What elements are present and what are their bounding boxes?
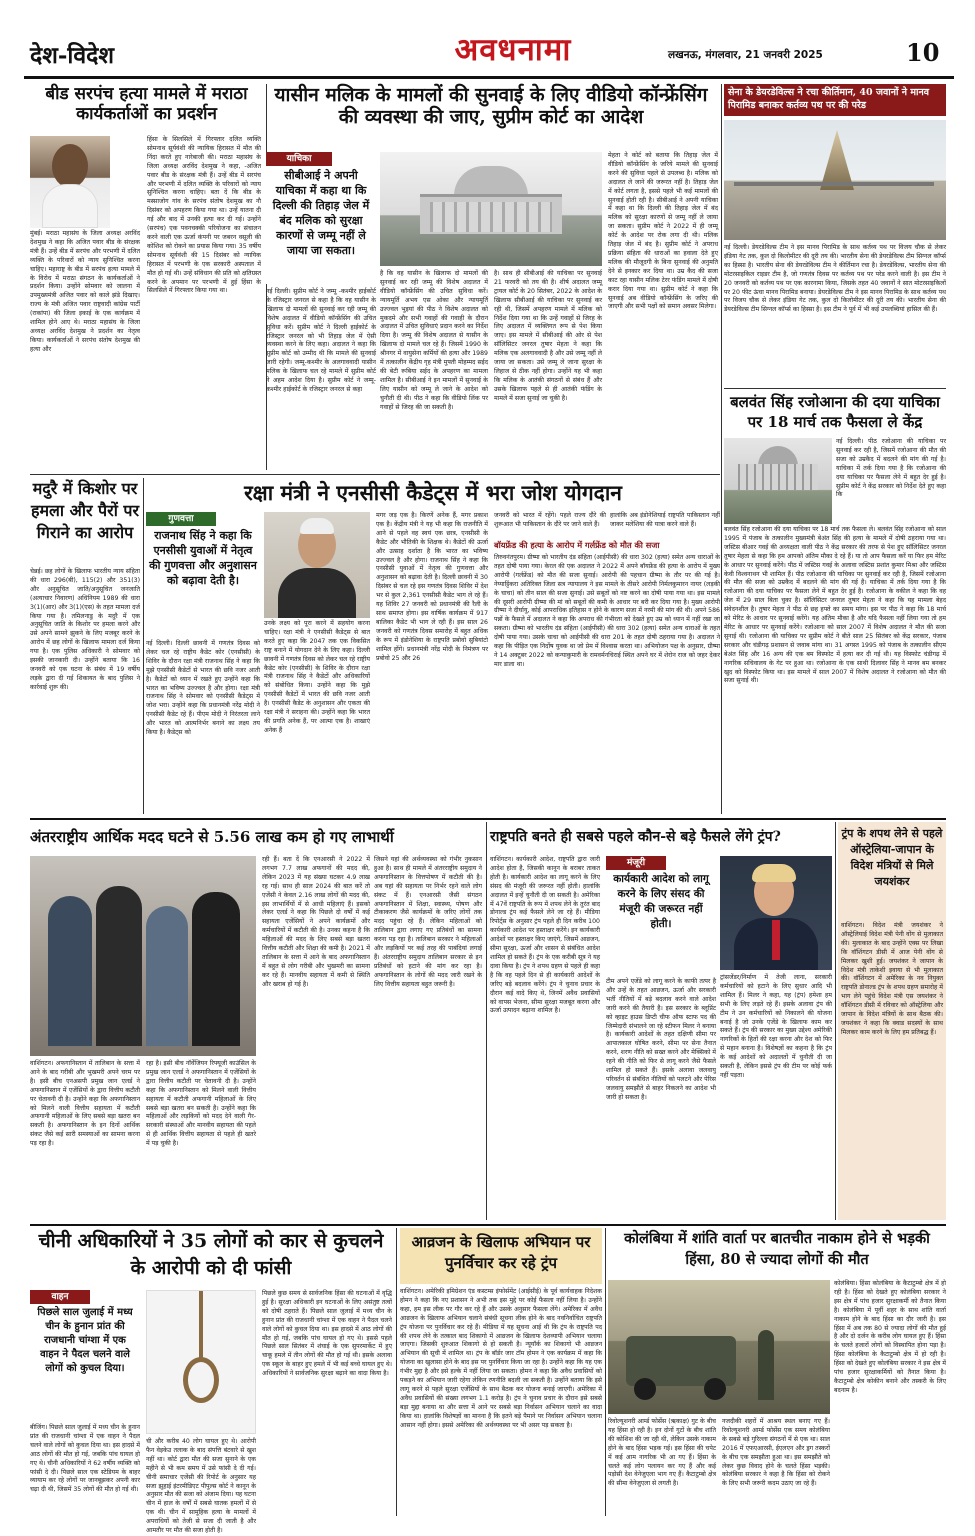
body-col3: पिछले कुछ समय से सार्वजनिक हिंसा की घटनाओं में वृद्धि हुई है। सुरक्षा अधिकारी इन घटनाओं के लिए असंतुष्ट तत्वों को दोषी ठहराते हैं। पिछले साल जुलाई में मध्य चीन के हुनान प्रांत की राजधानी चांग्शा में एक वाहन ने पैदल चलने वाले लोगों को कुचल दिया था। इस हादसे में आठ लोगों की मौत हो गई, जबकि पांच घायल हो गए थे। इससे पहले पिछले साल सितंबर में शंघाई के एक सुपरमार्केट में हुए चाकू हमले में तीन लोगों की मौत हो गई थी। इसके अलावा एक स्कूल के बाहर हुए हमले में भी कई बच्चे घायल हुए थे। अधिकारियों ने सार्वजनिक सुरक्षा बढ़ाने का वादा किया है। [262,1290,393,1378]
body: नई दिल्ली। डेयरडेविल्स टीम ने इस मानव पिरामिड के साथ कर्तव्य पथ पर विजय चौक से लेकर इंडिया गेट तक, कुल दो किलोमीटर की दूरी तय की। भारतीय सेना की डेयरडेविल्स टीम सिग्नल कॉर्प्स का हिस्सा है। भारतीय सेना की डेयरडेविल्स टीम ने कीर्तिमान रचा है। डेयरडेविल्स, भारतीय सेना की मोटरसाइकिल राइडर टीम है, जो गणतंत्र दिवस पर कर्तव्य पथ पर परेड करने वाली है। इस टीम ने 20 जनवरी को कर्तव्य पथ पर एक कारनामा किया, जिसके तहत 40 जवानों ने सात मोटरसाइकिलों पर 20 फीट ऊंचा मानव पिरामिड बनाया। डेयरडेविल्स टीम ने इस मानव पिरामिड के साथ कर्तव्य पथ पर विजय चौक से लेकर इंडिया गेट तक, कुल दो किलोमीटर की दूरी तय की। भारतीय सेना की डेयरडेविल्स टीम सिग्नल कॉर्प्स का हिस्सा है। इस टीम ने पूर्व में भी कई उपलब्धियां हासिल की हैं। [724,244,946,314]
article-afghan-aid [30,822,482,1220]
photo-rajnath [264,512,370,618]
pull-quote [30,1290,140,1420]
masthead [0,0,975,76]
logo-text: अवधनामा [454,32,572,68]
body-col1: रिवोल्यूशनरी आर्म्ड फोर्सेस (ऋकाक्ष) गुट के बीच यह हिंसा हो रही है। इन दोनों गुटों के बीच शांति की कोशिश की जा रही थी, लेकिन उसके नाकाम होने के बाद हिंसा भड़क गई। इस हिंसा की चपेट में कई आम नागरिक भी आ गए हैं। हिंसा के चलते कई लोग पलायन कर गए हैं और कई पड़ोसी देश वेनेजुएला भाग गए हैं। कैटाटुम्बो क्षेत्र की सीमा वेनेजुएला से लगती है। [608,1418,716,1488]
headline: चीनी अधिकारियों ने 35 लोगों को कार से कुचलने के आरोपी को दी फांसी [38,1230,384,1279]
article-china-execution [30,1228,393,1535]
divider [721,84,722,814]
body-col1: मुंबई। मराठा महासंघ के जिला अध्यक्ष अरविंद देशमुख ने कहा कि अजित पवार बीड के संरक्षक मंत्री हैं। उन्हें बीड में सरपंच और परभणी में दलित व्यक्ति के परिवारों को न्याय सुनिश्चित करना चाहिए। महाराष्ट्र के बीड में सरपंच हत्या मामले में के विरोध में मराठा संगठन के कार्यकर्ताओं ने प्रदर्शन किया। उन्होंने सोमवार को जालना में उपमुख्यमंत्री अजित पवार को काले झंडे दिखाए। राज्य के मंत्री अजित पवार राष्ट्रवादी कांग्रेस पार्टी (राकांपा) की जिला इकाई के एक कार्यक्रम में शामिल होने आए थे। मराठा महासंघ के जिला अध्यक्ष अरविंद देशमुख ने प्रदर्शन का नेतृत्व किया। कार्यकर्ताओं ने सरपंच संतोष देशमुख की हत्या और [30,230,140,353]
article-beed [30,84,263,470]
body: चेन्नई। छह लोगों के खिलाफ भारतीय न्याय संहिता की धारा 296(बी), 115(2) और 351(3) और अनुसूचित जाति/अनुसूचित जनजाति (अत्याचार निवारण) अधिनियम 1989 की धारा 3(1)(आर) और 3(1)(एस) के तहत मामला दर्ज किया गया है। तमिलनाडु के मदुरै में एक अनुसूचित जाति के किशोर पर हमला करने और उसे अपने सामने झुकने के लिए मजबूर करने के आरोप में छह लोगों के खिलाफ मामला दर्ज किया गया है। एक पुलिस अधिकारी ने सोमवार को इसकी जानकारी दी। उन्होंने बताया कि 16 जनवरी को एक घटना के संबंध में 19 वर्षीय लड़के द्वारा दी गई शिकायत के बाद पुलिस ने कार्रवाई शुरू की। [30,568,140,691]
body-col1: बीजिंग। पिछले साल जुलाई में मध्य चीन के हुनान प्रांत की राजधानी चांग्शा में एक वाहन ने पैदल चलने वाले लोगों को कुचल दिया था। इस हादसे में आठ लोगों की मौत हो गई, जबकि पांच घायल हो गए थे। चीनी अधिकारियों ने 62 वर्षीय व्यक्ति को फांसी दे दी। पिछले साल एक स्टेडियम के बाहर व्यायाम कर रहे लोगों पर जानबूझकर अपनी कार चढ़ा दी थी, जिसमें 35 लोगों की मौत हो गई थी। [30,1424,140,1494]
pull-quote [606,856,716,974]
headline: ट्रंप के शपथ लेने से पहले ऑस्ट्रेलिया-जापान के विदेश मंत्रियों से मिले जयशंकर [841,827,943,888]
body-col2: उनके लक्ष्य को पूरा करने में सहयोग करना चाहिए। रक्षा मंत्री ने एनसीसी कैडेट्स से बात करते हुए कहा कि 2047 तक एक विकसित राष्ट्र बनाने में योगदान देने के लिए कहा। दिल्ली छावनी में गणतंत्र दिवस को लेकर चल रहे राष्ट्रीय कैडेट कोर (एनसीसी) के शिविर के दौरान रक्षा मंत्री राजनाथ सिंह ने कैडेटों और अधिकारियों को संबोधित किया। उन्होंने कहा कि मुझे एनसीसी कैडेटों में भारत की छवि नजर आती है। एनसीसी कैडेट के अनुशासन और एकता की रक्षा मंत्री ने सराहना की। उन्होंने कहा कि भारत की प्रगति अनेक हैं, पर आत्मा एक है। शाखाएं अनेक हैं [264,620,370,734]
headline: यासीन मलिक के मामलों की सुनवाई के लिए वीडियो कॉन्फ्रेंसिंग की व्यवस्था की जाए, सुप्रीम कोर्ट का आदेश [274,84,708,129]
dateline: लखनऊ, मंगलवार, 21 जनवरी 2025 [668,49,823,61]
quote-text: राजनाथ सिंह ने कहा कि एनसीसी युवाओं में नेतृत्व की गुणवत्ता और अनुशासन को बढ़ावा देती है। [149,529,257,587]
body-col1: नई दिल्ली। दिल्ली छावनी में गणतंत्र दिवस को लेकर चल रहे राष्ट्रीय कैडेट कोर (एनसीसी) के शिविर के दौरान रक्षा मंत्री राजनाथ सिंह ने कहा कि मुझे एनसीसी कैडेटों से भारत की छवि नजर आती है। कैडेटों को ध्यान में रखते हुए उन्होंने कहा कि भारत का भविष्य उज्ज्वल है और होगा। रक्षा मंत्री राजनाथ सिंह ने सोमवार को एनसीसी कैडेट्स में जोश भरा। उन्होंने कहा कि प्रधानमंत्री नरेंद्र मोदी ने एनसीसी कैडेट रहे हैं। पीएम मोदी ने निरंतरता लाने और भारत को आत्मनिर्भर बनाने का लक्ष्य तय किया है। कैडेट्स को [146,640,260,737]
body-side: हालांकि अब इंडोनेशियाई राष्ट्रपति पाकिस्तान नहीं जाकर मलेशिया की यात्रा करने वाले हैं। [610,512,720,528]
headline: मदुरै में किशोर पर हमला और पैरों पर गिराने का आरोप [30,479,140,542]
headline: रक्षा मंत्री ने एनसीसी कैडेट्स में भरा जोश योगदान [244,480,622,505]
headline: बलवंत सिंह रजोआना की दया याचिका पर 18 मार्च तक फैसला ले केंद्र [730,393,940,431]
photo-colombia-army [608,1280,830,1414]
section-title: देश-विदेश [30,42,114,69]
body-col2: ची और करीब 40 लोग घायल हुए थे। आरोपी फैन वेइकेउ तलाक के बाद संपत्ति बंटवारे से खुश नहीं था। कोर्ट द्वारा मौत की सजा सुनाने के एक महीने से भी कम समय में उसे फांसी दे दी गई। चीनी समाचार एजेंसी की रिपोर्ट के अनुसार यह सजा झुहाई इंटरमीडिएट पीपुल्स कोर्ट ने कानून के अनुसार मौत की सजा को अंजाम दिया। यह घटना चीन में हाल के वर्षों में सबसे घातक हमलों में से एक थी। चीन में सामूहिक हत्या के मामलों में अपराधियों को तेजी से सजा दी जाती है और आमतौर पर मौत की सजा होती है। [146,1438,256,1535]
tag: याचिका [266,152,332,166]
divider [605,1228,606,1516]
pull-quote [266,152,376,284]
body-side: कोलंबिया। हिंसा कोलंबिया के कैटाटुम्बो क्षेत्र में हो रही है। हिंसा को देखते हुए कोलंबिया सरकार ने इस क्षेत्र में पांच हजार सुरक्षाकर्मी को तैनात किया है। कोलंबिया में पूर्वी शहर के साथ शांति वार्ता नाकाम होने के बाद हिंसा का दौर जारी है। इस हिंसा में अब तक 80 से ज्यादा लोगों की मौत हुई है और दो दर्जन के करीब लोग घायल हुए हैं। हिंसा के चलते हजारों लोगों को विस्थापित होना पड़ा है। हिंसा कोलंबिया के कैटाटुम्बो क्षेत्र में हो रही है। हिंसा को देखते हुए कोलंबिया सरकार ने इस क्षेत्र में पांच हजार सुरक्षाकर्मियों को तैनात किया है। कैटाटुम्बो क्षेत्र कोकीन बनाने और तस्करी के लिए बदनाम है। [834,1280,946,1394]
article-colombia [608,1228,946,1516]
body-side: नई दिल्ली। पीठ रजोआना की याचिका पर सुनवाई कर रही है, जिसमें रजोआना की मौत की सजा को उम्रकैद में बदलने की मांग की गई है। याचिका में तर्क दिया गया है कि रजोआना की दया याचिका पर फैसला लेने में बहुत देर हुई है। सुप्रीम कोर्ट ने केंद्र सरकार को निर्देश देते हुए कहा कि [836,438,946,499]
divider [396,1228,397,1516]
headline: राष्ट्रपति बनते ही सबसे पहले कौन-से बड़े फैसले लेंगे ट्रंप? [490,829,781,845]
logo [388,30,638,72]
body-col1: नई दिल्ली। सुप्रीम कोर्ट ने जम्मू -कश्मीर हाईकोर्ट के रजिस्ट्रार जनरल से कहा है कि वह यासीन के खिलाफ दो मामलों की सुनवाई कर रही जम्मू की विशेष अदालत में वीडियो कॉन्फ्रेंसिंग की उचित सुविधा करें। सुप्रीम कोर्ट ने दिल्ली हाईकोर्ट के रजिस्ट्रार जनरल को भी तिहाड़ जेल में ऐसी व्यवस्था करने के लिए कहा। अदालत ने कहा कि सुप्रीम कोर्ट को उम्मीद थी कि मामले की सुनवाई जारी रहेगी। जम्मू-कश्मीर के अलगाववादी यासीन मलिक के खिलाफ चल रहे मामले में सुप्रीम कोर्ट ने अहम आदेश दिया है। सुप्रीम कोर्ट ने जम्मू-कश्मीर हाईकोर्ट के रजिस्ट्रार जनरल से कहा [266,288,376,393]
photo-court [724,438,832,524]
divider [30,1224,946,1226]
divider [486,822,487,1220]
body-col2: है कि वह यासीन के खिलाफ दो मामलों की सुनवाई कर रही जम्मू की विशेष अदालत में वीडियो कॉन्फ्रेंसिंग की उचित सुविधा करें। न्यायमूर्ति अभय एस ओका और न्यायमूर्ति उज्ज्वल भुइयां की पीठ ने विशेष अदालत को मुकदमे और सभी गवाहों की गवाही के दौरान अदालत में उचित सुविधाएं प्रदान करने का निर्देश दिया है। जम्मू की विशेष अदालत से यासीन के खिलाफ दो मामले चल रहे हैं। जिसमें 1990 के श्रीनगर में वायुसेना कर्मियों की हत्या और 1989 में तत्कालीन केंद्रीय गृह मंत्री मुफ्ती मोहम्मद सईद की बेटी रूबिया सईद के अपहरण का मामला शामिल है। सीबीआई ने इन मामलों में सुनवाई के लिए यासीन को जम्मू ले जाने के आदेश को चुनौती दी थी। पीठ ने कहा कि वीडियो लिंक पर गवाहों से जिरह की जा सकती है। [380,270,488,411]
headline: सेना के डेयरडेविल्स ने रचा कीर्तिमान, 40 जवानों ने मानव पिरामिड बनाकर कर्तव्य पथ पर की परेड [724,84,946,116]
article-jaishankar [838,822,946,1220]
divider [30,818,946,820]
article-trump-orders [490,822,832,1220]
pull-quote [146,512,260,636]
divider [30,474,720,475]
headline: आव्रजन के खिलाफ अभियान पर पुनर्विचार कर रहे ट्रंप [400,1228,602,1284]
article-ncc [146,478,720,814]
body-col4: जिसने यहां की अर्थव्यवस्था को गंभीर नुकसान हुआ है। साथ ही मामले में अंतरराष्ट्रीय समुदाय ने अफगानिस्तान के वित्तपोषण में कटौती की है। अब यहां की सहायता पर निर्भर रहने वाले लोग संकट में हैं। एनआरसी जैसी संगठन अफगानिस्तान में शिक्षा, स्वास्थ्य, पोषण और टीकाकरण जैसे कार्यक्रमों के जरिए लोगों तक मदद पहुंचा रहे हैं। लेकिन महिलाओं को तालिबान द्वारा लगाए गए प्रतिबंधों का सामना करना पड़ रहा है। तालिबान सरकार ने महिलाओं और लड़कियों पर कई तरह की पाबंदियां लगाई हैं। अंतरराष्ट्रीय समुदाय तालिबान सरकार से इन प्रतिबंधों को हटाने की मांग कर रहा है। अफगानिस्तान के लोगों की मदद जारी रखने के लिए वित्तीय सहायता बहुत जरूरी है। [374,856,482,988]
article-madurai [30,478,140,814]
tag: गुणवत्ता [146,512,216,526]
quote-text: कार्यकारी आदेश को लागू करने के लिए संसद की मंजूरी की जरूरत नहीं होती। [613,873,709,930]
sub-headline: बॉयफ्रेंड की हत्या के आरोप में गर्लफ्रेंड को मौत की सजा [494,540,660,550]
body-col4: मेहता ने कोर्ट को बताया कि तिहाड़ जेल में वीडियो कॉन्फ्रेंसिंग के जरिये मामले की सुनवाई करने की सुविधा पहले से उपलब्ध है। मलिक को अदालत ले जाने की जरूरत नहीं है। तिहाड़ जेल में कोर्ट लगता है, इससे पहले भी कई मामलों की सुनवाई होती रही है। सीबीआई ने अपनी याचिका में कहा था कि दिल्ली की तिहाड़ जेल में बंद मलिक को सुरक्षा कारणों से जम्मू नहीं ले जाया जा सकता। सुप्रीम कोर्ट ने 2022 में ही जम्मू कोर्ट के आदेश पर रोक लगा दी थी। मलिक तिहाड़ जेल में बंद है। सुप्रीम कोर्ट ने अपराध प्रक्रिया संहिता की धाराओं का हवाला देते हुए मलिक की मौजूदगी के बिना सुनवाई की अनुमति देने से इनकार कर दिया था। उम्र कैद की सजा काट रहा यासीन मलिक टेरर फंडिंग मामले में दोषी करार दिया गया था। सुप्रीम कोर्ट ने कहा कि सुनवाई अब वीडियो कॉन्फ्रेंसिंग के जरिए की जाएगी और सभी पक्षों को समान अवसर मिलेगा। [608,152,718,311]
tag: वाहन [30,1290,90,1304]
divider [835,822,836,1220]
body: वाशिंगटन। विदेश मंत्री जयशंकर ने ऑस्ट्रेलियाई विदेश मंत्री पेनी वोंग से मुलाकात की। मुलाकात के बाद उन्होंने एक्स पर लिखा कि वॉशिंगटन डीसी में आज पेनी वोंग से मिलकर खुशी हुई। जयशंकर ने जापान के विदेश मंत्री ताकेशी इवाया से भी मुलाकात की। वॉशिंगटन में अमेरिका के नव नियुक्त राष्ट्रपति डोनाल्ड ट्रंप के शपथ ग्रहण समारोह में भाग लेने पहुंचे विदेश मंत्री एस जयशंकर ने वॉशिंगटन डीसी में रविवार को ऑस्ट्रेलिया और जापान के विदेश मंत्रियों के साथ बैठक की। जयशंकर ने कहा कि क्वाड सदस्यों के साथ मिलकर काम करने के लिए हम प्रतिबद्ध हैं। [841,922,943,1036]
article-yasin-malik [264,84,718,470]
masthead-rule [24,76,954,79]
body-col2: नजदीकी शहरों में आश्रय स्थल बनाए गए हैं। रिवोल्यूशनरी आर्म्ड फोर्सेस एक समय कोलंबिया के सबसे बड़े गुरिल्ला संगठनों में से एक था। साल 2016 में एफएआरसी, ईएलएन और ड्रग तस्करों के बीच एक समझौता हुआ था। इस समझौते को लेकर कुछ विवाद होने के चलते हिंसा भड़की। कोलंबिया सरकार ने कहा है कि हिंसा को रोकने के लिए सभी जरूरी कदम उठाए जा रहे हैं। [722,1418,830,1488]
body-col2: रहा है। इसी बीच नॉर्वेजियन रिफ्यूजी काउंसिल के प्रमुख जान एलर्ड ने अफगानिस्तान में एजेंसियों के द्वारा वित्तीय कटौती पर चेतावनी दी है। उन्होंने कहा कि अफगानिस्तान को मिलने वाली वित्तीय सहायता में कटौती अफगानी महिलाओं के लिए सबसे बड़ा खतरा बन सकती है। उन्होंने कहा कि महिलाओं और लड़कियों को मदद देने वाली गैर-सरकारी संस्थाओं और मानवीय सहायता की पहले से ही आर्थिक वित्तीय सहायता से पहले ही खतरे में पड़ चुकी है। [146,1060,256,1148]
body-col1: वाशिंगटन। अफगानिस्तान में तालिबान के सत्ता में आने के बाद गरीबी और भुखमरी अपने चरम पर है। इसी बीच एनअसपी प्रमुख जान एलर्ड ने अफगानिस्तान में एजेंसियों के द्वारा वित्तीय कटौती पर चेतावनी दी है। उन्होंने कहा कि अफगानिस्तान को मिलने वाली वित्तीय सहायता में कटौती अफगानी महिलाओं के लिए सबसे बड़ा खतरा बन सकती है। अफगानिस्तान के इन दिनों आर्थिक संकट जैसे कई सारी समस्याओं का सामना करना पड़ रहा है। [30,1060,140,1148]
quote-text: सीबीआई ने अपनी याचिका में कहा था कि दिल्ली की तिहाड़ जेल में बंद मलिक को सुरक्षा कारणों से जम्मू नहीं ले जाया जा सकता। [272,169,370,257]
body-col3: रही हैं। बता दें कि एनआरसी ने 2022 में लगभग 7.7 लाख अफगानों की मदद की, लेकिन 2023 में यह संख्या घटकर 4.9 लाख रह गई। साथ ही साल 2024 की बात करें तो एजेंसी ने केवल 2.16 लाख लोगों की मदद की, इस लाभार्थियों में से आधी महिलाएं हैं। इसको लेकर एलर्ड ने कहा कि पिछले दो वर्षों में कई सहायता एजेंसियों ने अपने कार्यक्रमों और कर्मचारियों में कटौती की है। उनका कहना है कि महिलाओं की मदद के लिए सबसे बड़ा खतरा वित्तीय कटौती और शिक्षा की कमी है। 2021 में तालिबान के सत्ता में आने के बाद अफगानिस्तान में बहुत से लोग गरीबी और भुखमरी का सामना कर रहे हैं। मानवीय सहायता में कमी से स्थिति और खराब हो गई है। [262,856,370,988]
divider [143,478,144,814]
body-col3: मगर जड़ एक है। किरणें अनेक हैं, मगर प्रकाश एक है। केंद्रीय मंत्री ने यह भी कहा कि राजनीति में आने से पहले वह स्वयं एक छात्र, एनसीसी के कैडेट और भौतिकी के शिक्षक थे। कैडेटों की ऊर्जा और उत्साह दर्शाता है कि भारत का भविष्य उज्ज्वल है और होगा। राजनाथ सिंह ने कहा कि एनसीसी युवाओं में नेतृत्व की गुणवत्ता और अनुशासन को बढ़ावा देती है। दिल्ली छावनी में 30 दिसंबर से चल रहे इस गणतंत्र दिवस शिविर में देश भर से कुल 2,361 एनसीसी कैडेट भाग ले रहे हैं। यह शिविर 27 जनवरी को प्रधानमंत्री की रैली के साथ समाप्त होगा। इस वार्षिक कार्यक्रम में 917 बालिका कैडेट भी भाग ले रही हैं। इस साल 26 जनवरी को गणतंत्र दिवस समारोह में बहुत अधिक के रूप में इंडोनेशिया के राष्ट्रपति प्रबोवो सुबियांटो शामिल होंगे। प्रधानमंत्री नरेंद्र मोदी के निमंत्रण पर प्रबोवो 25 और 26 [376,512,488,662]
photo-noose [146,1290,256,1434]
divider [724,388,946,389]
headline: बीड सरपंच हत्या मामले में मराठा कार्यकर्ताओं का प्रदर्शन [45,84,248,125]
body: वाशिंगटन। अमेरिकी इमिग्रेशन एंड कस्टम्स इंफोर्समेंट (आईसीई) के पूर्व कार्यवाहक निदेशक होमन ने कहा कि नए प्रशासन ने अभी तक इस मुद्दे पर कोई फैसला नहीं लिया है। उन्होंने कहा, हम इस लीक पर गौर कर रहे हैं और उसके अनुसार फैसला लेंगे। अमेरिका में अवैध आव्रजन के खिलाफ अभियान चलाने संबंधी सूचना लीक होने के बाद नवनिर्वाचित राष्ट्रपति ट्रंप योजना पर पुनर्विचार कर रहे हैं। मीडिया में यह सूचना आई थी कि ट्रंप के राष्ट्रपति पद की शपथ लेने के तत्काल बाद शिकागो में आव्रजन के खिलाफ देशव्यापी अभियान चलाया जाएगा। जिसकी शुरुआत शिकागो से हो सकती है। न्यूयॉर्क का शिकागो भी आव्रजन अभियान की सूची में शामिल था। ट्रंप के बॉर्डर जार टॉम होमन ने एक कार्यक्रम में कहा कि योजना का खुलासा होने के बाद इस पर पुनर्विचार किया जा रहा है। उन्होंने कहा कि यह एक गंभीर मुद्दा है और इसे हल्के में नहीं लिया जा सकता। होमन ने कहा कि अवैध प्रवासियों को पकड़ने का अभियान जारी रहेगा लेकिन रणनीति बदली जा सकती है। उन्होंने बताया कि इसे लागू करने से पहले सुरक्षा एजेंसियों के साथ बैठक कर योजना बनाई जाएगी। अमेरिका में अवैध प्रवासियों की संख्या लगभग 1.1 करोड़ है। ट्रंप ने चुनाव प्रचार के दौरान इसे सबसे बड़ा मुद्दा बनाया था और सत्ता में आने पर सबसे बड़ा निर्वासन अभियान चलाने का वादा किया था। हालांकि विशेषज्ञों का मानना है कि इतने बड़े पैमाने पर निर्वासन अभियान चलाना आसान नहीं होगा। इससे अमेरिका की अर्थव्यवस्था पर भी असर पड़ सकता है। [400,1288,602,1429]
body-col4: जनवरी को भारत में रहेंगे। पहले राज्य दौरे की शुरूआत भी पाकिस्तान के दौरे पर जाने वाले हैं। [494,512,606,528]
tag: मंजूरी [606,856,666,870]
body-col1: वाशिंगटन। कार्यकारी आदेश, राष्ट्रपति द्वारा जारी आदेश होता है, जिसकी कानून के बराबर ताकत होती है। कार्यकारी आदेश का लागू करने के लिए संसद की मंजूरी की जरूरत नहीं होती। हालांकि अदालत में इन्हें चुनौती दी जा सकती है। अमेरिका में 47वें राष्ट्रपति के रूप में शपथ लेने के तुरंत बाद डोनाल्ड ट्रंप कई फैसले लेने जा रहे हैं। मीडिया रिपोर्ट्स के अनुसार ट्रंप पहले ही दिन करीब 100 कार्यकारी आदेश पर हस्ताक्षर करेंगे। इन कार्यकारी आदेशों पर हस्ताक्षर किए जाएंगे, जिसमें आव्रजन, सीमा सुरक्षा, ऊर्जा और शासन से संबंधित आदेश शामिल हो सकते हैं। ट्रंप के एक करीबी सूत्र ने यह दावा किया है। ट्रंप ने शपथ ग्रहण से पहले ही कहा है कि वह पहले दिन से ही कार्यकारी आदेशों के जरिए बड़े बदलाव करेंगे। ट्रंप ने चुनाव प्रचार के दौरान कई वादे किए थे, जिनमें अवैध प्रवासियों को वापस भेजना, सीमा सुरक्षा मजबूत करना और ऊर्जा उत्पादन बढ़ाना शामिल है। [490,856,600,1015]
article-rajoana [724,392,946,814]
photo-afghan-women [30,856,256,1056]
quote-text: पिछले साल जुलाई में मध्य चीन के हुनान प्रांत की राजधानी चांग्शा में एक वाहन ने पैदल चलने वाले लोगों को कुचल दिया। [37,1307,133,1374]
body-col3: है। साथ ही सीबीआई की याचिका पर सुनवाई 21 फरवरी को तय की है। शीर्ष अदालत जम्मू ट्रायल कोर्ट के 20 सितंबर, 2022 के आदेश के खिलाफ सीबीआई की याचिका पर सुनवाई कर रही थी, जिसमें अपहरण मामले में मलिक को निर्देश दिया गया था कि उन्हें गवाहों से जिरह के लिए अदालत में व्यक्तिगत रूप से पेश किया जाए। इस मामले में सीबीआई की ओर से पेश सॉलिसिटर जनरल तुषार मेहता ने कहा कि मलिक एक अलगाववादी है और उसे जम्मू नहीं ले जाया जा सकता। उसे जम्मू ले जाना सुरक्षा के लिहाज से ठीक नहीं होगा। उन्होंने यह भी कहा कि मलिक के आतंकी संगठनों से संबंध हैं और उसके खिलाफ पहले से ही आतंकी फंडिंग के मामले में सजा सुनाई जा चुकी है। [494,270,602,402]
photo-supreme-court [380,152,602,266]
body: बलवंत सिंह रजोआना की दया याचिका पर 18 मार्च तक फैसला ले। बलवंत सिंह रजोआना को साल 1995 में पंजाब के तत्कालीन मुख्यमंत्री बेअंत सिंह की हत्या के मामले में दोषी ठहराया गया था। जस्टिस बीआर गवई की अध्यक्षता वाली पीठ ने केंद्र सरकार की तरफ से पेश हुए सॉलिसिटर जनरल तुषार मेहता से कहा कि हम आपको अंतिम मौका दे रहे हैं। या तो आप फैसला करें या फिर हम मेरिट के आधार पर सुनवाई करेंगे। पीठ में जस्टिस गवई के अलावा जस्टिस प्रशांत कुमार मिश्रा और जस्टिस केवी विश्वनाथन भी शामिल हैं। पीठ रजोआना की याचिका पर सुनवाई कर रही है, जिसमें रजोआना की मौत की सजा को उम्रकैद में बदलने की मांग की गई है। याचिका में तर्क दिया गया है कि रजोआना की दया याचिका पर फैसला लेने में बहुत देर हुई है। रजोआना के वकील ने कहा कि वह जेल में 29 साल बिता चुका है। सॉलिसिटर जनरल तुषार मेहता ने कहा कि यह मामला बेहद संवेदनशील है। तुषार मेहता ने पीठ से छह हफ्ते का समय मांगा। इस पर पीठ ने कहा कि 18 मार्च को मेरिट के आधार पर सुनवाई करेंगे। यह अंतिम मौका है और यदि फैसला नहीं लिया गया तो हम मेरिट के आधार पर सुनवाई करेंगे। रजोआना को साल 2007 में विशेष अदालत ने मौत की सजा सुनाई थी। रजोआना की याचिका पर सुप्रीम कोर्ट ने बीते साल 25 सितंबर को केंद्र सरकार, पंजाब सरकार और चंडीगढ़ प्रशासन से जवाब मांगा था। 31 अगस्त 1995 को पंजाब के तत्कालीन सीएम बेअंत सिंह और 16 अन्य की एक बम विस्फोट में हत्या कर दी गई थी। यह विस्फोट चंडीगढ़ में नागरिक सचिवालय के गेट पर हुआ था। रजोआना के एक साथी दिलावर सिंह ने मानव बम बनकर खुद को विस्फोट किया था। इस मामले में साल 2007 में विशेष अदालत ने रजोआना को मौत की सजा सुनाई थी। [724,526,946,685]
headline: कोलंबिया में शांति वार्ता पर बातचीत नाकाम होने से भड़की हिंसा, 80 से ज्यादा लोगों की मौत [624,1230,930,1268]
article-daredevils [724,84,946,384]
photo-parade [724,120,946,240]
article-immigration [400,1228,602,1516]
photo-trump [720,856,832,970]
body-col2: टीम अपने एजेंडे को लागू करने के काफी तत्पर है और उन्हें के तहत आव्रजन, ऊर्जा और सरकारी भर्ती नीतियों में बड़े बदलाव करने वाले आदेश जारी करने की तैयारी है। इस सरकार के ब्लूप्रिंट को व्हाइट हाउस डिप्टी चीफ ऑफ स्टाफ पद की जिम्मेदारी संभालने जा रहे स्टीफन मिलर ने बनाया है। कार्यकारी आदेशों के तहत दक्षिणी सीमा पर आपातकाल घोषित करने, सीमा पर सेना तैनात करने, शरण नीति को सख्त करने और मेक्सिको में रहने की नीति को फिर से लागू करने जैसे फैसले शामिल हो सकते हैं। इसके अलावा जलवायु परिवर्तन से संबंधित नीतियों को पलटने और पेरिस जलवायु समझौते से बाहर निकलने का आदेश भी जारी हो सकता है। [606,978,716,1101]
sub-body: तिरुवनंतपुरम। ग्रीष्मा को भारतीय दंड संहिता (आईपीसी) की धारा 302 (हत्या) समेत अन्य धाराओं के तहत दोषी पाया गया। केरल की एक अदालत ने 2022 में अपने बॉयफ्रेंड की हत्या के आरोप में मुख्य आरोपी (गर्लफ्रेंड) को मौत की सजा सुनाई। आरोपी की पहचान ग्रीष्मा के तौर पर की गई है। नेय्याट्टिंकरा अतिरिक्त जिला सत्र न्यायालय ने इस मामले के तीसरे आरोपी निर्मलकुमारन नायर (लड़की के चाचा) को तीन साल की सजा सुनाई। उसे सबूतों को नष्ट करने का दोषी पाया गया था। इस मामले की दूसरी आरोपी ग्रीष्मा की मां को सबूतों की कमी के आधार पर बरी कर दिया गया है। मुख्य आरोपी ग्रीष्मा ने दीर्घायु, कोई आपराधिक इतिहास न होने के कारण सजा में नरमी की मांग की थी। अपने 586 पन्नों के फैसले में अदालत ने कहा कि अपराध की गंभीरता को देखते हुए उम्र को ध्यान में नहीं रखा जा सकता। ग्रीष्मा को भारतीय दंड संहिता (आईपीसी) की धारा 302 (हत्या) समेत अन्य धाराओं के तहत दोषी पाया गया। उसके चाचा को आईपीसी की धारा 201 के तहत दोषी ठहराया गया है। अदालत ने कहा कि पीड़ित एक निर्दोष युवक था जो प्रेम में विश्वास करता था। अभियोजन पक्ष के अनुसार, ग्रीष्मा ने 14 अक्टूबर 2022 को कन्याकुमारी के रामवर्मनचिराई स्थित अपने घर में शेरोन राज को जहर देकर मार डाला था। [494,554,720,668]
headline: अंतरराष्ट्रीय आर्थिक मदद घटने से 5.56 लाख कम हो गए लाभार्थी [30,828,394,846]
photo-politician [30,136,110,228]
page-number: 10 [906,38,940,67]
body-col2: हिंसा के सिलसिले में गिरफ्तार दलित व्यक्ति सोमनाथ सूर्यवंशी की न्यायिक हिरासत में मौत की निंदा करते हुए नारेबाजी की। मराठा महासंघ के जिला अध्यक्ष अरविंद देशमुख ने कहा, -अजित पवार बीड के संरक्षक मंत्री हैं। उन्हें बीड में सरपंच और परभणी में दलित व्यक्ति के परिवारों को न्याय सुनिश्चित करना चाहिए। बता दें कि बीड के मस्साजोग गांव के सरपंच संतोष देशमुख का नौ दिसंबर को अपहरण किया गया था। उन्हें यातना दी गई और बाद में उनकी हत्या कर दी गई। उन्होंने (सरपंच) एक पवनचक्की परियोजना का संचालन करने वाली एक ऊर्जा कंपनी पर जबरन वसूली की कोशिश को रोकने का प्रयास किया गया। 35 वर्षीय सोमनाथ सूर्यवंशी की 15 दिसंबर को न्यायिक हिरासत में परभणी के एक सरकारी अस्पताल में मौत हो गई थी। उन्हें संविधान की प्रति को क्षतिग्रस्त करने के अपमान पर परभणी में हुई हिंसा के सिलसिले में गिरफ्तार किया गया था। [147,136,261,295]
body-col3: ट्रांसजेंडर/निर्माण में तेजी लाना, सरकारी कर्मचारियों को हटाने के लिए सुधार आदि भी शामिल हैं। मिलर ने कहा, यह (ट्रंप) हमेशा हम सभी के लिए लड़ते रहे हैं। इसके अलावा ट्रंप की टीम ने उन कर्मचारियों को निकालने की योजना बनाई है जो उनके एजेंडे के खिलाफ काम कर सकते हैं। ट्रंप की सरकार का मुख्य उद्देश्य अमेरिकी नागरिकों के हितों की रक्षा करना और देश को फिर से महान बनाना है। विशेषज्ञों का कहना है कि ट्रंप के कई आदेशों को अदालतों में चुनौती दी जा सकती है, लेकिन इससे ट्रंप की टीम पर कोई फर्क नहीं पड़ता। [720,974,832,1079]
